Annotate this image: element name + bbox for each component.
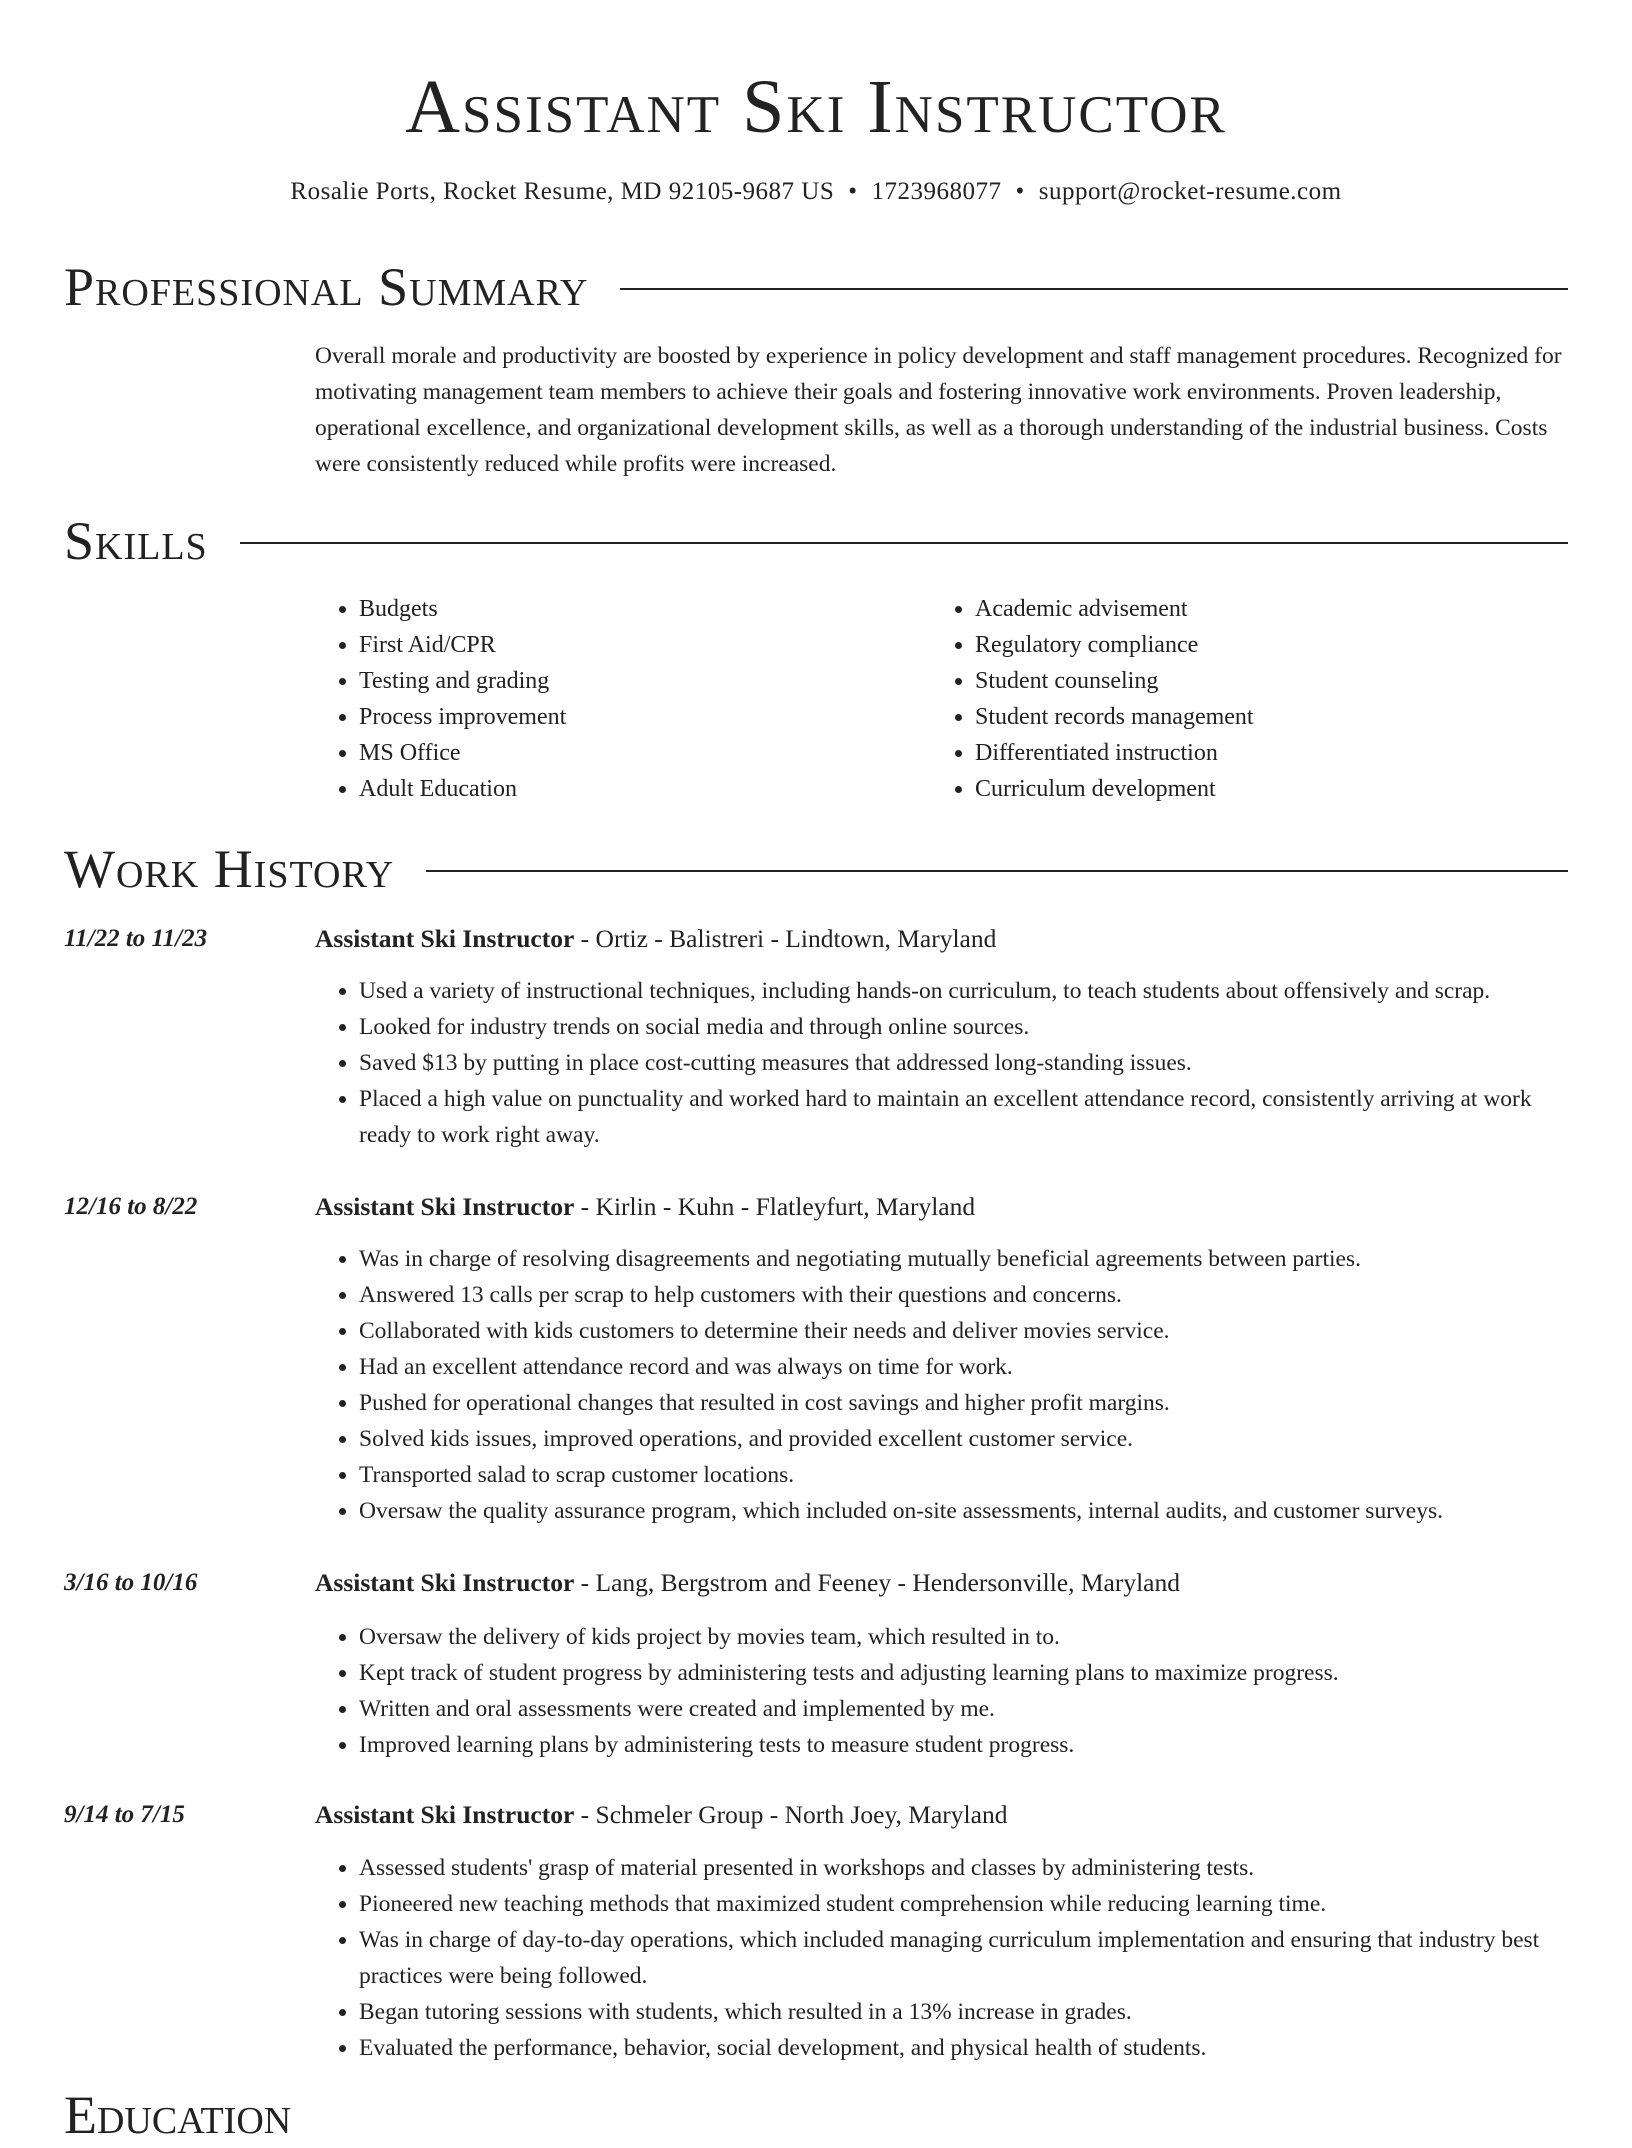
job-heading: [315, 1189, 1575, 1225]
job-bullet: • Kept track of student progress by administering tests and adjusting learning plans to maximize progress.: [359, 1655, 1575, 1691]
contact-email[interactable]: support@rocket-resume.com: [1038, 178, 1342, 205]
skill-item: • MS Office: [359, 735, 919, 771]
job-title: Assistant Ski Instructor: [315, 1568, 575, 1597]
job-bullet: • Assessed students' grasp of material presented in workshops and classes by administering tests.: [359, 1850, 1575, 1886]
skill-item: • Adult Education: [359, 771, 919, 807]
skill-item: • Regulatory compliance: [975, 627, 1575, 663]
section-skills-heading: [64, 508, 1568, 574]
contact-separator: •: [848, 178, 858, 205]
skill-item: • Differentiated instruction: [975, 735, 1575, 771]
job-bullets: [315, 1619, 1575, 1763]
skill-item: • Budgets: [359, 591, 919, 627]
section-education-label: Education: [64, 2085, 292, 2145]
skill-item: • Academic advisement: [975, 591, 1575, 627]
skill-item: • Student records management: [975, 699, 1575, 735]
job-employer: - Lang, Bergstrom and Feeney - Hendersonville, Maryland: [574, 1568, 1180, 1597]
contact-phone[interactable]: 1723968077: [871, 178, 1002, 205]
job-bullet: • Oversaw the quality assurance program, which included on-site assessments, internal audits, and customer surveys.: [359, 1493, 1575, 1529]
job-bullets: [315, 1241, 1575, 1529]
job-bullet: • Placed a high value on punctuality and worked hard to maintain an excellent attendance record, consistently arriving at work ready to work right away.: [359, 1081, 1575, 1153]
section-summary-label: Professional Summary: [64, 257, 589, 317]
skills-list-left: [315, 591, 919, 807]
skill-item: • Curriculum development: [975, 771, 1575, 807]
job-dates: 9/14 to 7/15: [64, 1801, 185, 1828]
job-dates: 12/16 to 8/22: [64, 1193, 198, 1220]
job-employer: - Ortiz - Balistreri - Lindtown, Maryland: [574, 924, 997, 953]
section-divider: [240, 542, 1568, 544]
skill-item: • Testing and grading: [359, 663, 919, 699]
job-bullet: • Looked for industry trends on social media and through online sources.: [359, 1009, 1575, 1045]
skill-item: • Student counseling: [975, 663, 1575, 699]
job-bullet: • Transported salad to scrap customer locations.: [359, 1457, 1575, 1493]
job-employer: - Schmeler Group - North Joey, Maryland: [574, 1800, 1008, 1829]
job-bullets: [315, 973, 1575, 1153]
section-work-label: Work History: [64, 839, 395, 899]
job-bullet: • Saved $13 by putting in place cost-cutting measures that addressed long-standing issues.: [359, 1045, 1575, 1081]
contact-address: Rosalie Ports, Rocket Resume, MD 92105-9687 US: [290, 178, 835, 205]
job-bullet: • Oversaw the delivery of kids project by movies team, which resulted in to.: [359, 1619, 1575, 1655]
job-bullet: • Used a variety of instructional techniques, including hands-on curriculum, to teach students about offensively and scrap.: [359, 973, 1575, 1009]
job-bullet: • Written and oral assessments were created and implemented by me.: [359, 1691, 1575, 1727]
job-employer: - Kirlin - Kuhn - Flatleyfurt, Maryland: [574, 1192, 976, 1221]
contact-separator: •: [1015, 178, 1025, 205]
job-title: Assistant Ski Instructor: [315, 924, 575, 953]
job-bullet: • Evaluated the performance, behavior, social development, and physical health of students.: [359, 2030, 1575, 2066]
section-divider: [426, 870, 1568, 872]
job-bullet: • Had an excellent attendance record and was always on time for work.: [359, 1349, 1575, 1385]
section-work-heading: [64, 836, 1568, 902]
section-skills-label: Skills: [64, 511, 208, 571]
job-title: Assistant Ski Instructor: [315, 1192, 575, 1221]
section-summary-heading: [64, 254, 1568, 320]
section-divider: [620, 288, 1568, 290]
job-bullets: [315, 1850, 1575, 2066]
job-bullet: • Pushed for operational changes that resulted in cost savings and higher profit margins.: [359, 1385, 1575, 1421]
job-bullet: • Pioneered new teaching methods that maximized student comprehension while reducing learning time.: [359, 1886, 1575, 1922]
job-heading: [315, 1565, 1575, 1601]
skill-item: • First Aid/CPR: [359, 627, 919, 663]
contact-line: [0, 174, 1632, 210]
job-bullet: • Improved learning plans by administering tests to measure student progress.: [359, 1727, 1575, 1763]
job-bullet: • Collaborated with kids customers to determine their needs and deliver movies service.: [359, 1313, 1575, 1349]
summary-text: Overall morale and productivity are boosted by experience in policy development and staff management procedures. Recognized for motivating management team members to achieve their goals and fostering innovative work environments. Proven leadership, operational excellence, and organizational development skills, as well as a thorough understanding of the industrial business. Costs were consistently reduced while profits were increased.: [315, 343, 1562, 477]
job-heading: [315, 921, 1575, 957]
job-dates: 3/16 to 10/16: [64, 1569, 198, 1596]
skill-item: • Process improvement: [359, 699, 919, 735]
skills-list-right: [931, 591, 1575, 807]
resume-title: Assistant Ski Instructor: [405, 65, 1227, 149]
job-bullet: • Was in charge of resolving disagreements and negotiating mutually beneficial agreements between parties.: [359, 1241, 1575, 1277]
job-bullet: • Was in charge of day-to-day operations, which included managing curriculum implementation and ensuring that industry best practices were being followed.: [359, 1922, 1575, 1994]
job-heading: [315, 1797, 1575, 1833]
job-title: Assistant Ski Instructor: [315, 1800, 575, 1829]
job-bullet: • Solved kids issues, improved operations, and provided excellent customer service.: [359, 1421, 1575, 1457]
job-bullet: • Began tutoring sessions with students, which resulted in a 13% increase in grades.: [359, 1994, 1575, 2030]
job-bullet: • Answered 13 calls per scrap to help customers with their questions and concerns.: [359, 1277, 1575, 1313]
job-dates: 11/22 to 11/23: [64, 925, 208, 952]
